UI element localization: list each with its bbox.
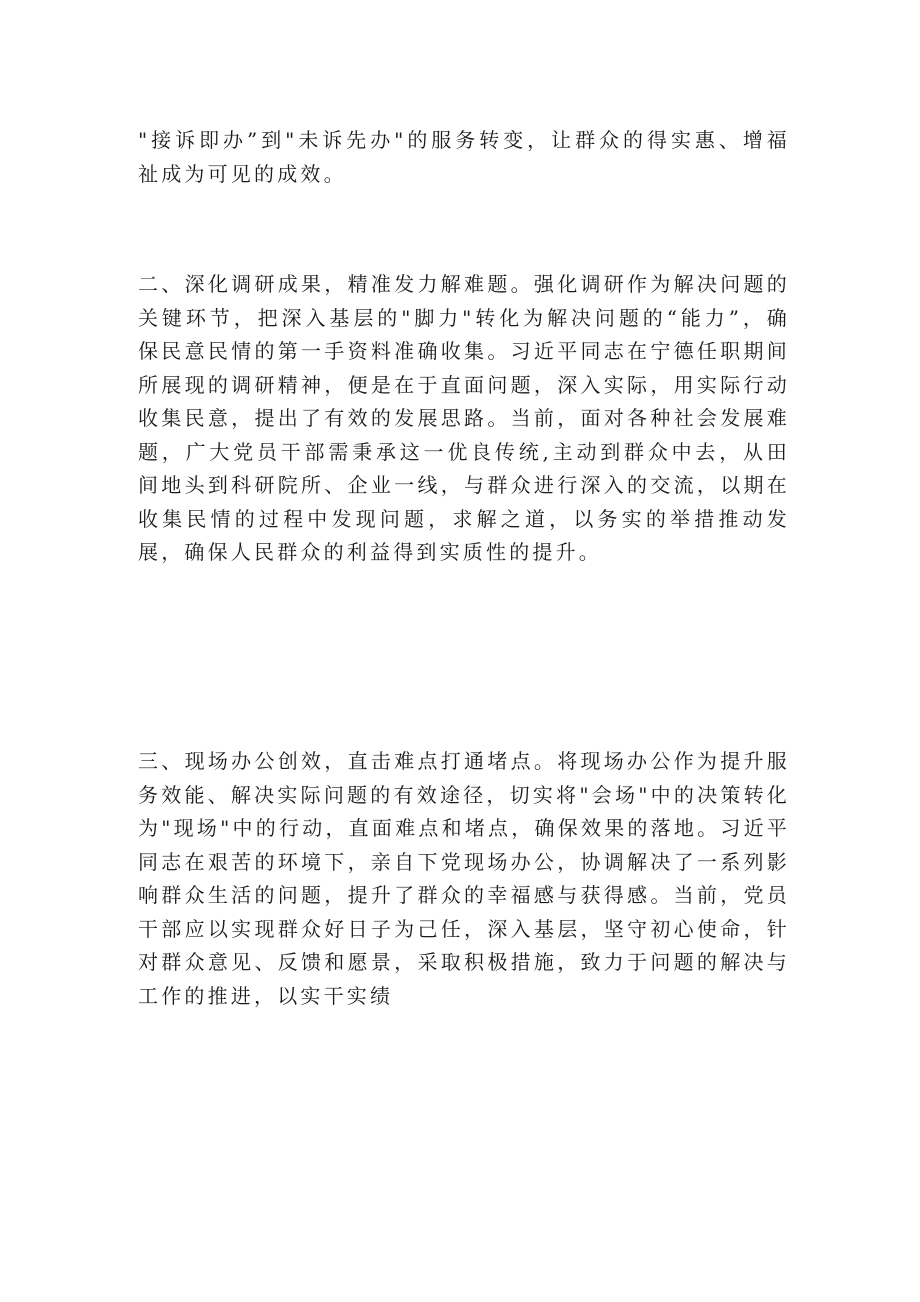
paragraph-section-two: 二、深化调研成果，精准发力解难题。强化调研作为解决问题的关键环节，把深入基层的"脚力"转化为解决问题的“能力”，确保民意民情的第一手资料准确收集。习近平同志在宁德任职期间所展现的调研精神，便是在于直面问题，深入实际，用实际行动收集民意，提出了有效的发展思路。当前，面对各种社会发展难题，广大党员干部需秉承这一优良传统,主动到群众中去，从田间地头到科研院所、企业一线，与群众进行深入的交流，以期在收集民情的过程中发现问题，求解之道，以务实的举措推动发展，确保人民群众的利益得到实质性的提升。 bbox=[138, 272, 790, 564]
paragraph-section-three: 三、现场办公创效，直击难点打通堵点。将现场办公作为提升服务效能、解决实际问题的有效途径，切实将"会场"中的决策转化为"现场"中的行动，直面难点和堵点，确保效果的落地。习近平同志在艰苦的环境下，亲自下党现场办公，协调解决了一系列影响群众生活的问题，提升了群众的幸福感与获得感。当前，党员干部应以实现群众好日子为己任，深入基层，坚守初心使命，针对群众意见、反馈和愿景，采取积极措施，致力于问题的解决与工作的推进，以实干实绩 bbox=[138, 749, 790, 1008]
paragraph-continuation: "接诉即办”到"未诉先办"的服务转变，让群众的得实惠、增福祉成为可见的成效。 bbox=[138, 128, 790, 186]
